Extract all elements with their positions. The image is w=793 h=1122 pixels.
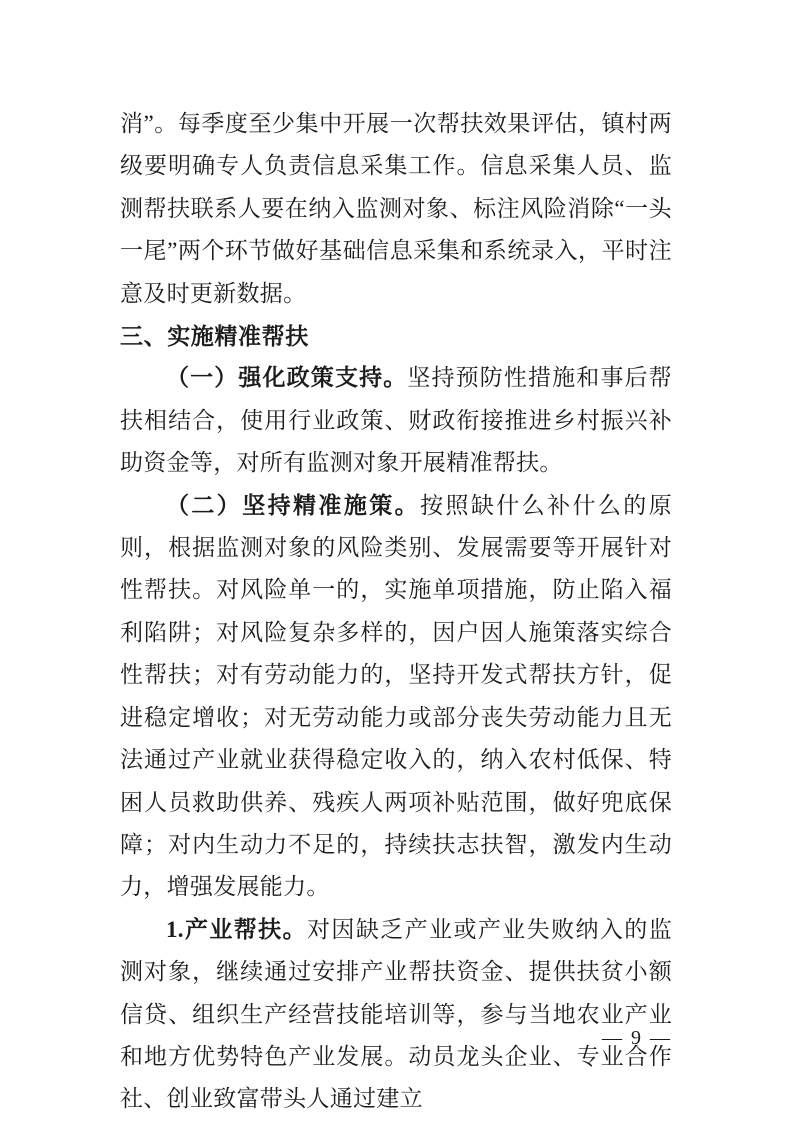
paragraph-lead: 1.产业帮扶。 [166,916,307,942]
section-heading: 三、实施精准帮扶 [120,323,309,350]
paragraph-industry-assistance [120,909,672,1121]
document-body [120,103,672,1121]
paragraph-text: 按照缺什么补什么的原则，根据监测对象的风险类别、发展需要等开展针对性帮扶。对风险单一的，实施单项措施，防止陷入福利陷阱；对风险复杂多样的，因户因人施策落实综合性帮扶；对有劳动能力的，坚持开发式帮扶方针，促进稳定增收；对无劳动能力或部分丧失劳动能力且无法通过产业就业获得稳定收入的，纳入农村低保、特困人员救助供养、残疾人两项补贴范围，做好兜底保障；对内生动力不足的，持续扶志扶智，激发内生动力，增强发展能力。 [120,492,673,900]
paragraph-lead: （一）强化政策支持。 [166,365,408,391]
paragraph-policy-support [120,357,672,484]
paragraph-precise-measures [120,485,672,909]
continuation-paragraph: 消”。每季度至少集中开展一次帮扶效果评估，镇村两级要明确专人负责信息采集工作。信息采集人员、监测帮扶联系人要在纳入监测对象、标注风险消除“一头一尾”两个环节做好基础信息采集和系统录入，平时注意及时更新数据。 [120,111,672,306]
page-number: — 9 — [602,1027,672,1049]
paragraph-lead: （二）坚持精准施策。 [166,492,421,518]
paragraph-text: 坚持预防性措施和事后帮扶相结合，使用行业政策、财政衔接推进乡村振兴补助资金等，对所有监测对象开展精准帮扶。 [120,365,672,476]
paragraph-text: 对因缺乏产业或产业失败纳入的监测对象，继续通过安排产业帮扶资金、提供扶贫小额信贷、组织生产经营技能培训等，参与当地农业产业和地方优势特色产业发展。动员龙头企业、专业合作社、创业致富带头人通过建立 [120,916,672,1112]
